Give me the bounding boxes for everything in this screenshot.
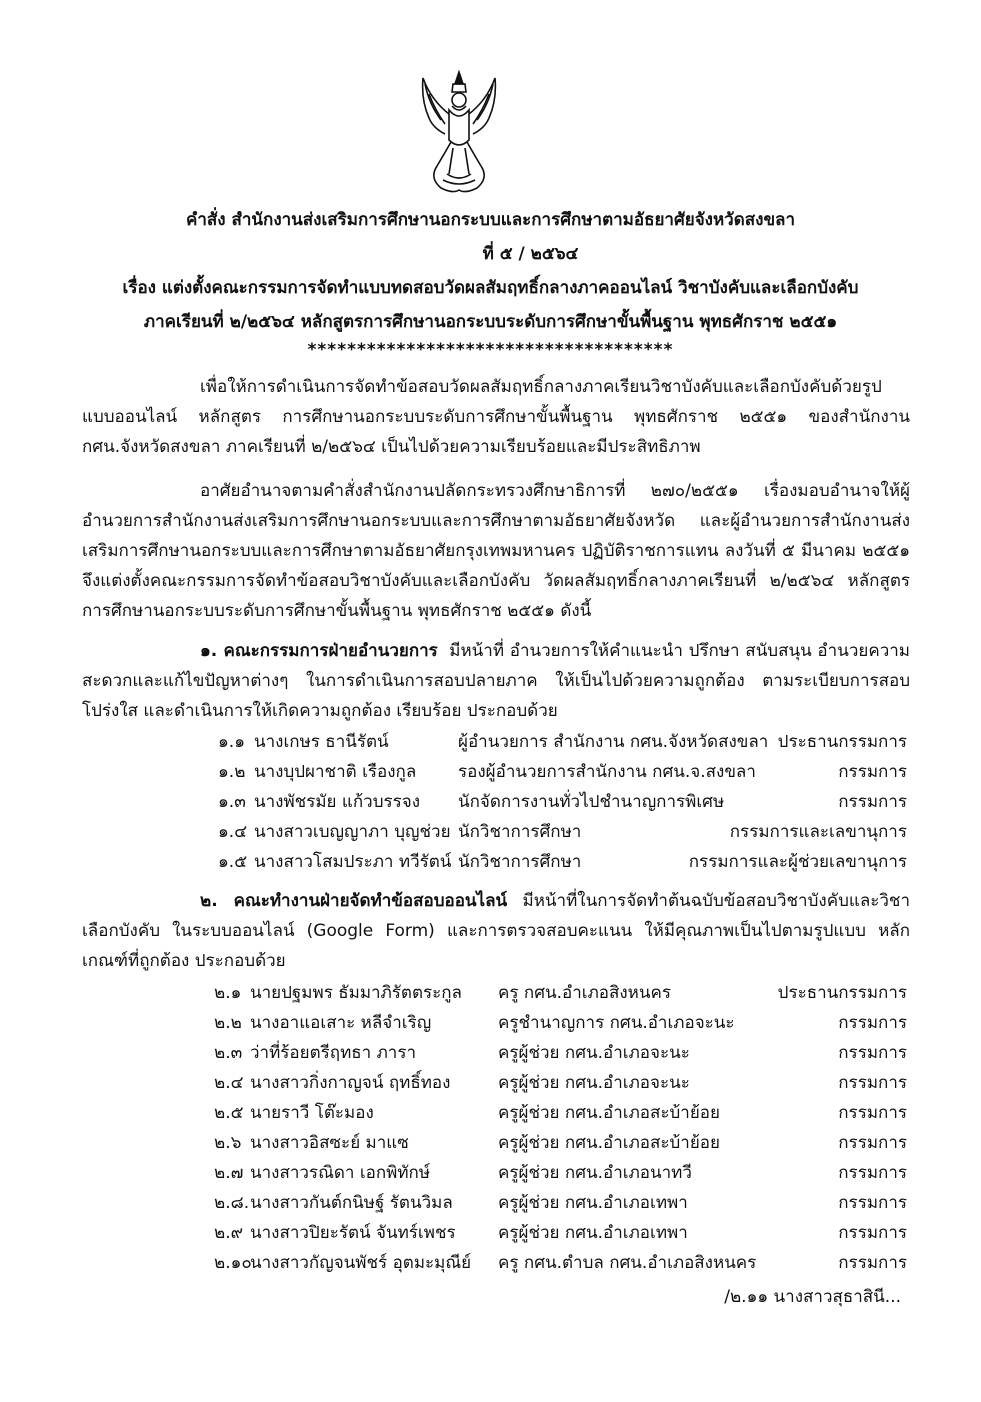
member-position: ครูผู้ช่วย กศน.อำเภอนาทวี bbox=[498, 1163, 692, 1183]
member-role: กรรมการ bbox=[838, 1193, 907, 1213]
member-position: ครูผู้ช่วย กศน.อำเภอสะบ้าย้อย bbox=[498, 1103, 720, 1123]
section1-description bbox=[82, 636, 910, 726]
section2-title: ๒. คณะทำงานฝ่ายจัดทำข้อสอบออนไลน์ bbox=[200, 891, 508, 911]
member-row bbox=[0, 727, 981, 757]
member-name: นางสาวกิ่งกาญจน์ ฤทธิ์ทอง bbox=[250, 1073, 451, 1093]
member-name: นางสาวรณิดา เอกพิทักษ์ bbox=[250, 1163, 431, 1183]
member-position: รองผู้อำนวยการสำนักงาน กศน.จ.สงขลา bbox=[458, 762, 756, 782]
garuda-emblem-icon bbox=[419, 70, 499, 196]
member-number: ๒.๖ bbox=[214, 1133, 242, 1153]
member-row bbox=[0, 817, 981, 847]
member-name: นายปฐมพร ธัมมาภิรัตตระกูล bbox=[250, 983, 462, 1003]
member-number: ๒.๙ bbox=[214, 1223, 244, 1243]
member-role: กรรมการและเลขานุการ bbox=[729, 822, 907, 842]
member-position: ครูผู้ช่วย กศน.อำเภอจะนะ bbox=[498, 1043, 690, 1063]
member-position: ครู กศน.อำเภอสิงหนคร bbox=[498, 983, 672, 1003]
member-position: นักจัดการงานทั่วไปชำนาญการพิเศษ bbox=[458, 792, 725, 812]
member-number: ๑.๑ bbox=[218, 732, 245, 752]
separator: ************************************* bbox=[307, 340, 674, 360]
member-name: นายราวี โต๊ะมอง bbox=[250, 1103, 374, 1123]
order-heading: คำสั่ง สำนักงานส่งเสริมการศึกษานอกระบบและการศึกษาตามอัธยาศัยจังหวัดสงขลา bbox=[185, 210, 796, 230]
member-row bbox=[0, 757, 981, 787]
member-row bbox=[0, 1038, 981, 1068]
member-position: ครูผู้ช่วย กศน.อำเภอสะบ้าย้อย bbox=[498, 1133, 720, 1153]
section2-desc: มีหน้าที่ในการจัดทำต้นฉบับข้อสอบวิชาบังคับและวิชาเลือกบังคับ ในระบบออนไลน์ (Google Form) และการตรวจสอบคะแนน ให้มีคุณภาพเป็นไปตามรูปแบบ หลักเกณฑ์ที่ถูกต้อง ประกอบด้วย bbox=[82, 891, 910, 971]
member-role: กรรมการ bbox=[838, 1253, 907, 1273]
order-number: ที่ ๕ / ๒๕๖๔ bbox=[482, 244, 579, 264]
member-position: ครู กศน.ตำบล กศน.อำเภอสิงหนคร bbox=[498, 1253, 757, 1273]
member-position: นักวิชาการศึกษา bbox=[458, 822, 582, 842]
member-number: ๑.๓ bbox=[218, 792, 246, 812]
paragraph-intro bbox=[82, 372, 910, 462]
continuation-text: /๒.๑๑ นางสาวสุธาสินี... bbox=[724, 1287, 901, 1307]
member-row bbox=[0, 847, 981, 877]
section2-description bbox=[82, 886, 910, 976]
member-position: ครูชำนาญการ กศน.อำเภอจะนะ bbox=[498, 1013, 735, 1033]
paragraph-intro-text: เพื่อให้การดำเนินการจัดทำข้อสอบวัดผลสัมฤทธิ์กลางภาคเรียนวิชาบังคับและเลือกบังคับด้วยรูปแบบออนไลน์ หลักสูตร การศึกษานอกระบบระดับการศึกษาขั้นพื้นฐาน พุทธศักราช ๒๕๕๑ ของสำนักงาน กศน.จังหวัดสงขลา ภาคเรียนที่ ๒/๒๕๖๔ เป็นไปด้วยความเรียบร้อยและมีประสิทธิภาพ bbox=[82, 377, 910, 457]
member-name: นางอาแอเสาะ หลีจำเริญ bbox=[250, 1013, 432, 1033]
member-name: นางสาวอิสซะย์ มาแซ bbox=[250, 1133, 409, 1153]
member-position: นักวิชาการศึกษา bbox=[458, 852, 582, 872]
member-row bbox=[0, 1068, 981, 1098]
member-name: นางเกษร ธานีรัตน์ bbox=[254, 732, 389, 752]
member-role: กรรมการ bbox=[838, 1163, 907, 1183]
member-number: ๒.๑๐ bbox=[214, 1253, 252, 1273]
member-name: นางพัชรมัย แก้วบรรจง bbox=[254, 792, 421, 812]
member-role: กรรมการ bbox=[838, 1223, 907, 1243]
member-number: ๑.๕ bbox=[218, 852, 248, 872]
member-row bbox=[0, 1248, 981, 1278]
member-name: นางสาวกัญจนพัชร์ อุตมะมุณีย์ bbox=[250, 1253, 472, 1273]
member-number: ๒.๒ bbox=[214, 1013, 242, 1033]
member-row bbox=[0, 1158, 981, 1188]
section1-desc: มีหน้าที่ อำนวยการให้คำแนะนำ ปรึกษา สนับสนุน อำนวยความสะดวกและแก้ไขปัญหาต่างๆ ในการดำเนินการสอบปลายภาค ให้เป็นไปด้วยความถูกต้อง ตามระเบียบการสอบ โปร่งใส และดำเนินการให้เกิดความถูกต้อง เรียบร้อย ประกอบด้วย bbox=[82, 641, 910, 721]
member-role: กรรมการ bbox=[838, 1043, 907, 1063]
member-row bbox=[0, 787, 981, 817]
member-position: ผู้อำนวยการ สำนักงาน กศน.จังหวัดสงขลา bbox=[458, 732, 769, 752]
member-role: กรรมการ bbox=[838, 1013, 907, 1033]
member-role: ประธานกรรมการ bbox=[777, 732, 907, 752]
member-number: ๒.๔ bbox=[214, 1073, 244, 1093]
member-role: ประธานกรรมการ bbox=[777, 983, 907, 1003]
member-row bbox=[0, 978, 981, 1008]
member-name: ว่าที่ร้อยตรีฤทธา ภารา bbox=[250, 1043, 417, 1063]
member-number: ๒.๓ bbox=[214, 1043, 243, 1063]
subject-line-1: เรื่อง แต่งตั้งคณะกรรมการจัดทำแบบทดสอบวัดผลสัมฤทธิ์กลางภาคออนไลน์ วิชาบังคับและเลือกบังคับ bbox=[122, 278, 859, 298]
member-number: ๑.๔ bbox=[218, 822, 248, 842]
member-number: ๑.๒ bbox=[218, 762, 246, 782]
member-position: ครูผู้ช่วย กศน.อำเภอเทพา bbox=[498, 1223, 688, 1243]
member-row bbox=[0, 1128, 981, 1158]
member-number: ๒.๗ bbox=[214, 1163, 244, 1183]
member-name: นางสาวเบญญาภา บุญช่วย bbox=[254, 822, 451, 842]
member-row bbox=[0, 1218, 981, 1248]
member-role: กรรมการ bbox=[838, 1073, 907, 1093]
member-name: นางสาวโสมประภา ทวีรัตน์ bbox=[254, 852, 452, 872]
member-number: ๒.๑ bbox=[214, 983, 242, 1003]
member-name: นางบุปผาชาติ เรืองกูล bbox=[254, 762, 417, 782]
member-name: นางสาวกันต์กนิษฐ์ รัตนวิมล bbox=[250, 1193, 453, 1213]
member-number: ๒.๕ bbox=[214, 1103, 244, 1123]
member-role: กรรมการและผู้ช่วยเลขานุการ bbox=[688, 852, 907, 872]
member-role: กรรมการ bbox=[838, 1103, 907, 1123]
section1-title: ๑. คณะกรรมการฝ่ายอำนวยการ bbox=[200, 641, 438, 661]
member-role: กรรมการ bbox=[838, 762, 907, 782]
member-number: ๒.๘. bbox=[214, 1193, 250, 1213]
member-row bbox=[0, 1098, 981, 1128]
paragraph-authority-text: อาศัยอำนาจตามคำสั่งสำนักงานปลัดกระทรวงศึกษาธิการที่ ๒๗๐/๒๕๕๑ เรื่องมอบอำนาจให้ผู้อำนวยการสำนักงานส่งเสริมการศึกษานอกระบบและการศึกษาตามอัธยาศัยจังหวัด และผู้อำนวยการสำนักงานส่งเสริมการศึกษานอกระบบและการศึกษาตามอัธยาศัยกรุงเทพมหานคร ปฏิบัติราชการแทน ลงวันที่ ๕ มีนาคม ๒๕๕๑ จึงแต่งตั้งคณะกรรมการจัดทำข้อสอบวิชาบังคับและเลือกบังคับ วัดผลสัมฤทธิ์กลางภาคเรียนที่ ๒/๒๕๖๔ หลักสูตรการศึกษานอกระบบระดับการศึกษาขั้นพื้นฐาน พุทธศักราช ๒๕๕๑ ดังนี้ bbox=[82, 481, 910, 621]
subject-line-2: ภาคเรียนที่ ๒/๒๕๖๔ หลักสูตรการศึกษานอกระบบระดับการศึกษาขั้นพื้นฐาน พุทธศักราช ๒๕๕๑ bbox=[143, 312, 838, 332]
member-position: ครูผู้ช่วย กศน.อำเภอจะนะ bbox=[498, 1073, 690, 1093]
paragraph-authority bbox=[82, 476, 910, 626]
member-row bbox=[0, 1188, 981, 1218]
continuation-note bbox=[724, 1282, 901, 1312]
member-name: นางสาวปิยะรัตน์ จันทร์เพชร bbox=[250, 1223, 456, 1243]
member-role: กรรมการ bbox=[838, 1133, 907, 1153]
member-position: ครูผู้ช่วย กศน.อำเภอเทพา bbox=[498, 1193, 688, 1213]
member-role: กรรมการ bbox=[838, 792, 907, 812]
member-row bbox=[0, 1008, 981, 1038]
